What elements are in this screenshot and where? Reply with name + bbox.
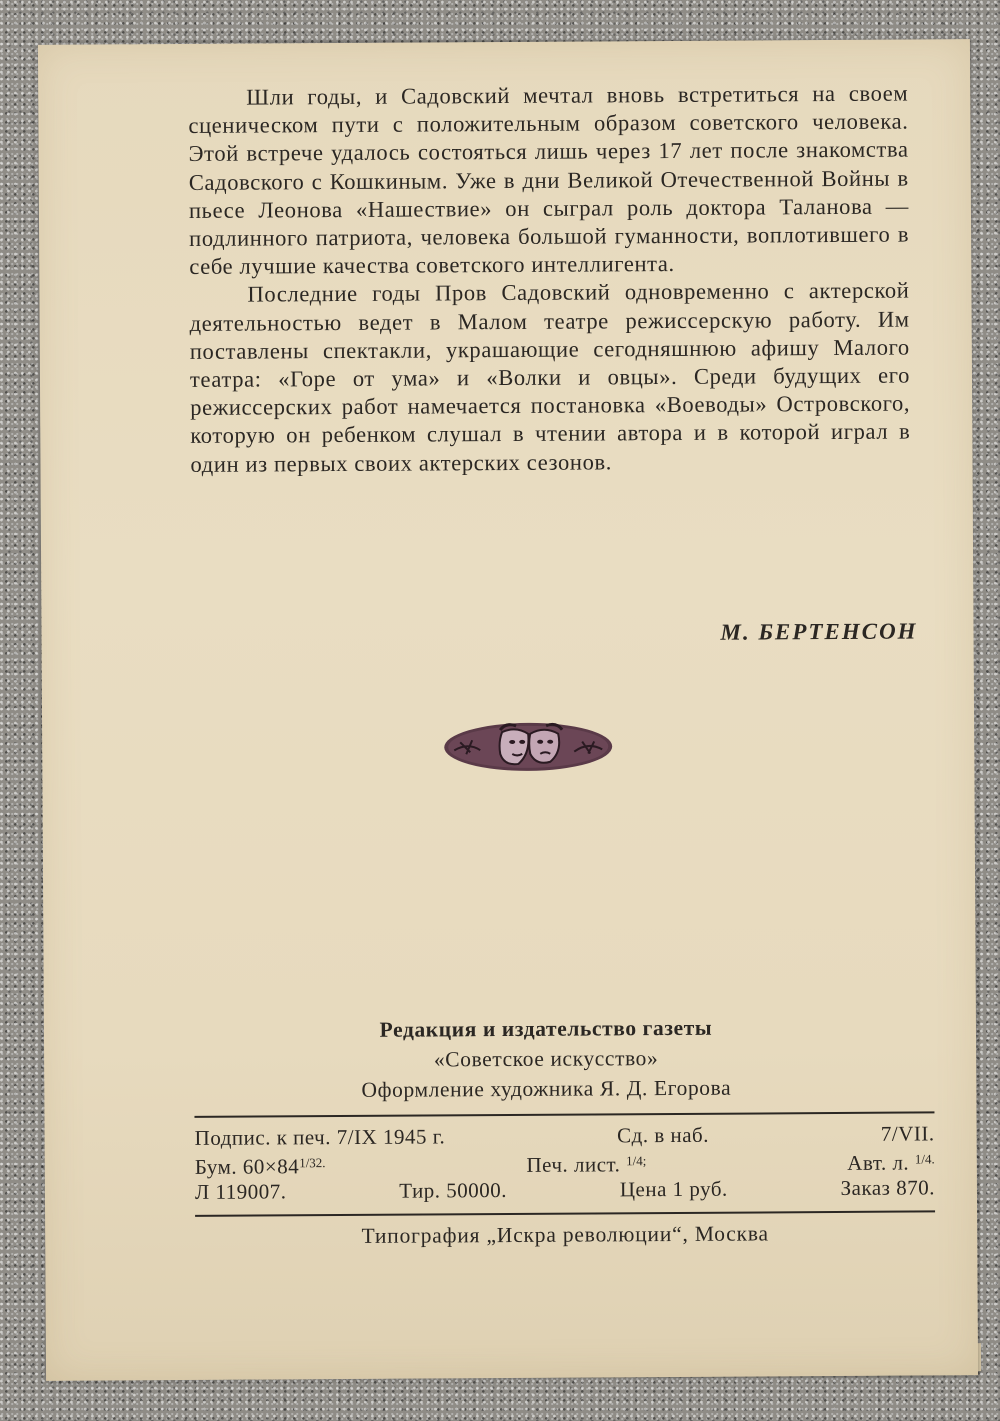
top-rule bbox=[194, 1111, 934, 1118]
design-credit: Оформление художника Я. Д. Егорова bbox=[361, 1075, 732, 1102]
publisher-line: Редакция и издательство газеты bbox=[379, 1015, 713, 1042]
author-signature: М. БЕРТЕНСОН bbox=[720, 618, 918, 645]
print-sheets-fraction: 1/4; bbox=[626, 1153, 647, 1169]
theatre-masks-vignette-icon bbox=[442, 711, 614, 782]
author-sheets-fraction: 1/4. bbox=[914, 1151, 935, 1167]
order-number: Заказ 870. bbox=[840, 1175, 935, 1200]
printed-page bbox=[38, 39, 978, 1381]
print-sheets: Печ. лист. $^{1/4;}$ bbox=[526, 1152, 647, 1177]
print-run: Тир. 50000. bbox=[399, 1178, 508, 1203]
article-text bbox=[188, 80, 910, 479]
signed-for-print: Подпис. к печ. 7/IX 1945 г. bbox=[194, 1124, 446, 1150]
typeset-date: 7/VII. bbox=[880, 1121, 935, 1146]
article-paragraph-2: Последние годы Пров Садовский одновременно с актерской деятельностью ведет в Малом театре режиссерскую работу. Им поставлены спектакли, украшающие сегодняшнюю афишу Малого театра: «Горе от ума» и «Волки и овцы». Среди будущих его режиссерских работ намечается постановка «Воеводы» Островского, которую он ребенком слушал в чтении автора и в которой играл в один из первых своих актерских сезонов. bbox=[189, 277, 911, 477]
spec-row-order bbox=[195, 1175, 935, 1205]
spec-row-paper bbox=[195, 1146, 935, 1180]
paper-fraction: 1/32. bbox=[299, 1155, 326, 1171]
paper-format: Бум. $60\times 84^{1/32.}$ bbox=[194, 1154, 326, 1179]
printer-line: Типография „Искра революции“, Москва bbox=[361, 1221, 769, 1248]
typeset-label: Сд. в наб. bbox=[617, 1122, 710, 1148]
article-paragraph-1: Шли годы, и Садовский мечтал вновь встретиться на своем сценическом пути с положительным образом советского человека. Этой встрече удалось состояться лишь через 17 лет после знакомства Садовского с Кошкиным. Уже в дни Великой Отечественной Войны в пьесе Леонова «Нашествие» он сыграл роль доктора Таланова — подлинного патриота, человека большой гуманности, воплотившего в себе лучшие качества советского интеллигента. bbox=[188, 80, 910, 280]
imprint-block bbox=[194, 1011, 935, 1250]
bottom-rule bbox=[195, 1210, 935, 1217]
license-number: Л 119007. bbox=[194, 1179, 287, 1204]
print-specs bbox=[195, 1121, 935, 1205]
author-sheets: Авт. л. $^{1/4.}$ bbox=[847, 1150, 935, 1175]
price: Цена 1 руб. bbox=[619, 1176, 728, 1202]
newspaper-name: «Советское искусство» bbox=[433, 1046, 659, 1072]
